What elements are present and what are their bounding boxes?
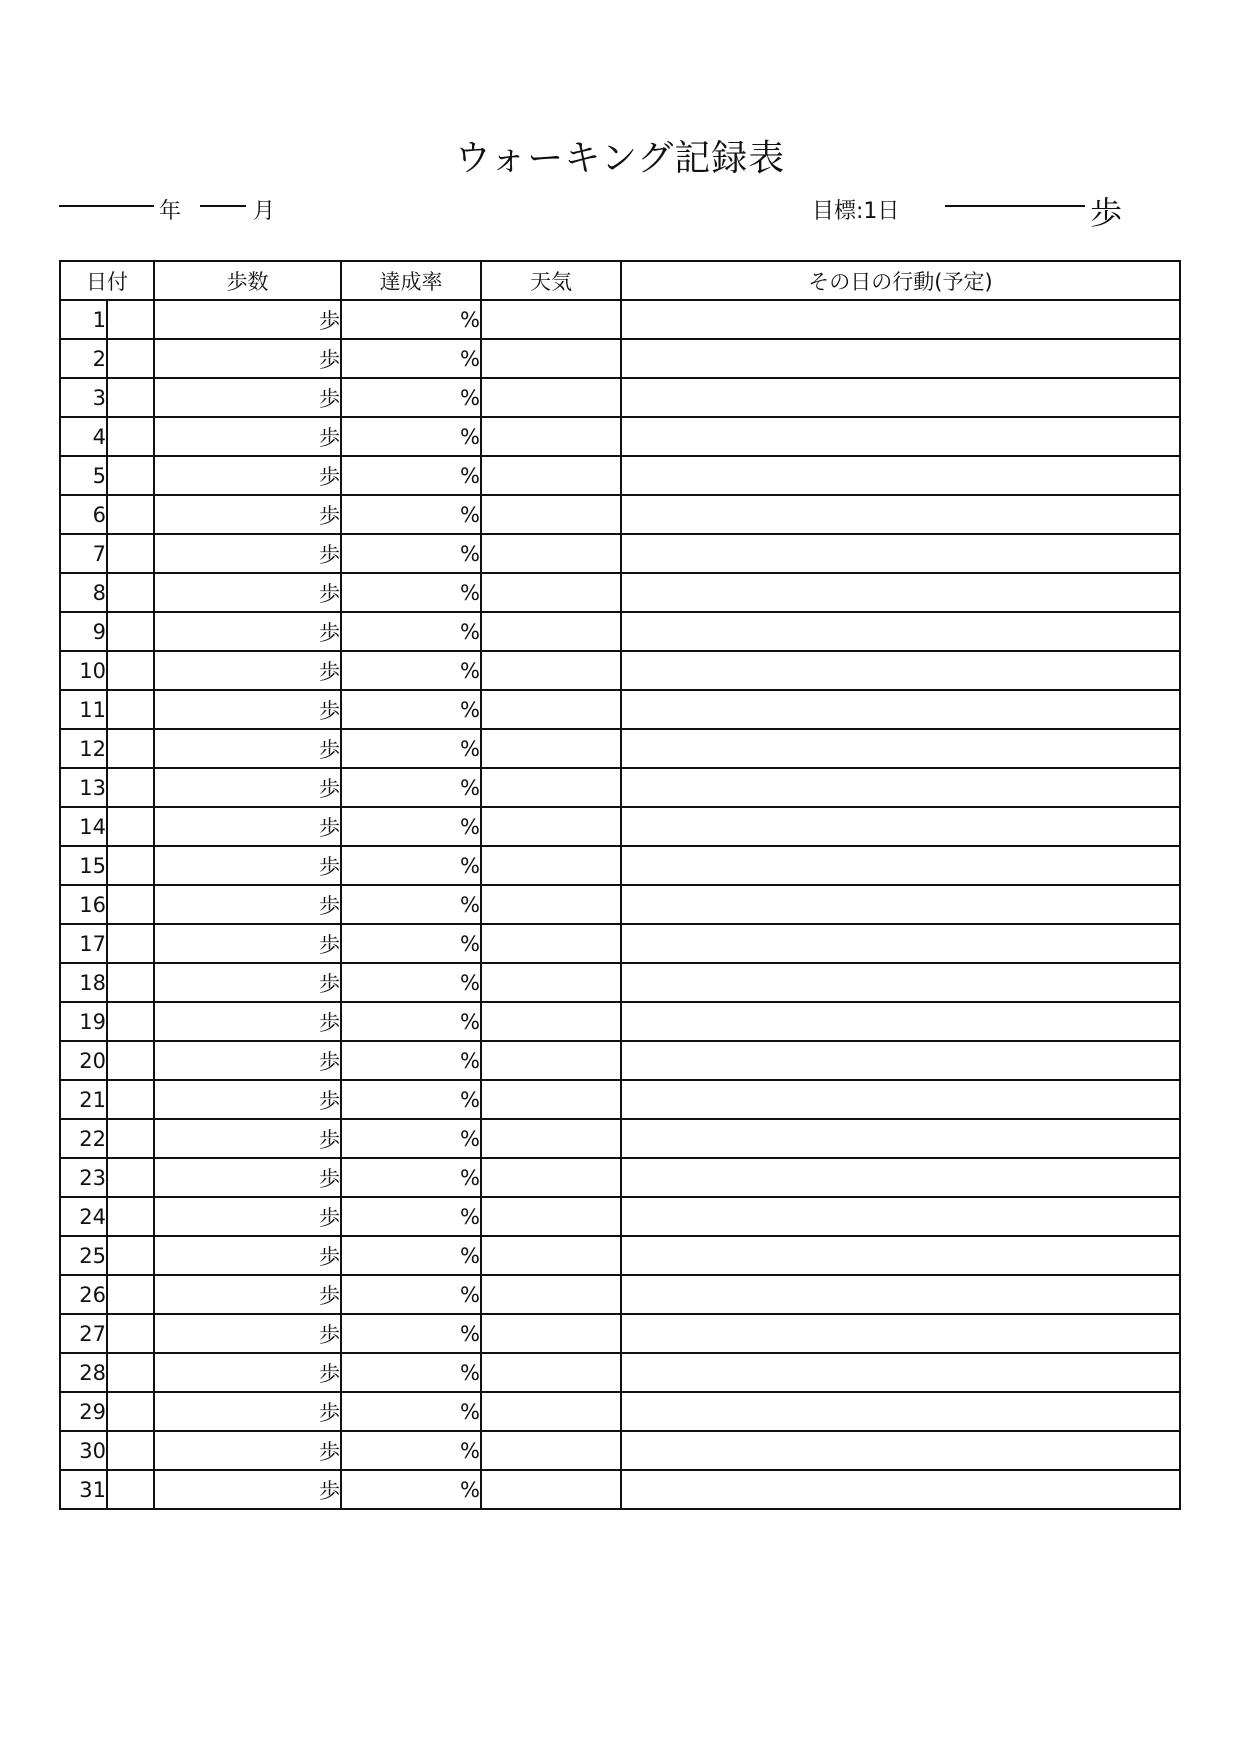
day-number: 14	[60, 807, 107, 846]
table-row	[60, 1236, 1180, 1275]
steps-cell[interactable]: 歩	[154, 1431, 341, 1470]
weather-cell[interactable]	[481, 1314, 621, 1353]
steps-cell[interactable]: 歩	[154, 1158, 341, 1197]
month-field[interactable]	[200, 205, 246, 207]
weather-cell[interactable]	[481, 495, 621, 534]
activity-cell[interactable]	[621, 1470, 1180, 1509]
table-row	[60, 573, 1180, 612]
activity-cell[interactable]	[621, 1431, 1180, 1470]
day-of-week-cell[interactable]	[107, 1158, 154, 1197]
weather-cell[interactable]	[481, 1158, 621, 1197]
table-row	[60, 1353, 1180, 1392]
table-row	[60, 378, 1180, 417]
day-of-week-cell[interactable]	[107, 1392, 154, 1431]
day-of-week-cell[interactable]	[107, 1470, 154, 1509]
table-row	[60, 1470, 1180, 1509]
table-row	[60, 300, 1180, 339]
weather-cell[interactable]	[481, 1392, 621, 1431]
day-of-week-cell[interactable]	[107, 417, 154, 456]
weather-cell[interactable]	[481, 417, 621, 456]
day-number: 23	[60, 1158, 107, 1197]
table-row	[60, 495, 1180, 534]
day-of-week-cell[interactable]	[107, 807, 154, 846]
header-activity: その日の行動(予定)	[621, 261, 1180, 300]
steps-cell[interactable]: 歩	[154, 846, 341, 885]
activity-cell[interactable]	[621, 963, 1180, 1002]
table-row	[60, 1392, 1180, 1431]
table-row	[60, 1080, 1180, 1119]
steps-cell[interactable]: 歩	[154, 1002, 341, 1041]
day-number: 11	[60, 690, 107, 729]
day-number: 19	[60, 1002, 107, 1041]
table-header-row	[60, 261, 1180, 300]
weather-cell[interactable]	[481, 1275, 621, 1314]
steps-cell[interactable]: 歩	[154, 1197, 341, 1236]
header-weather: 天気	[481, 261, 621, 300]
weather-cell[interactable]	[481, 729, 621, 768]
goal-unit: 歩	[1090, 194, 1123, 232]
weather-cell[interactable]	[481, 846, 621, 885]
activity-cell[interactable]	[621, 1158, 1180, 1197]
steps-cell[interactable]: 歩	[154, 1275, 341, 1314]
activity-cell[interactable]	[621, 768, 1180, 807]
day-number: 4	[60, 417, 107, 456]
activity-cell[interactable]	[621, 417, 1180, 456]
table-row	[60, 1431, 1180, 1470]
header-rate: 達成率	[341, 261, 481, 300]
steps-cell[interactable]: 歩	[154, 1470, 341, 1509]
rate-cell[interactable]: %	[341, 495, 481, 534]
table-row	[60, 1041, 1180, 1080]
day-number: 15	[60, 846, 107, 885]
activity-cell[interactable]	[621, 612, 1180, 651]
activity-cell[interactable]	[621, 1119, 1180, 1158]
rate-cell[interactable]: %	[341, 1236, 481, 1275]
steps-cell[interactable]: 歩	[154, 1041, 341, 1080]
rate-cell[interactable]: %	[341, 456, 481, 495]
rate-cell[interactable]: %	[341, 1392, 481, 1431]
day-of-week-cell[interactable]	[107, 1197, 154, 1236]
day-of-week-cell[interactable]	[107, 963, 154, 1002]
activity-cell[interactable]	[621, 456, 1180, 495]
rate-cell[interactable]: %	[341, 1080, 481, 1119]
table-row	[60, 339, 1180, 378]
rate-cell[interactable]: %	[341, 1041, 481, 1080]
rate-cell[interactable]: %	[341, 846, 481, 885]
activity-cell[interactable]	[621, 1275, 1180, 1314]
year-label: 年	[159, 199, 182, 224]
weather-cell[interactable]	[481, 1197, 621, 1236]
day-number: 13	[60, 768, 107, 807]
rate-cell[interactable]: %	[341, 690, 481, 729]
weather-cell[interactable]	[481, 1080, 621, 1119]
table-row	[60, 846, 1180, 885]
weather-cell[interactable]	[481, 534, 621, 573]
steps-cell[interactable]: 歩	[154, 807, 341, 846]
day-of-week-cell[interactable]	[107, 846, 154, 885]
header-steps: 歩数	[154, 261, 341, 300]
activity-cell[interactable]	[621, 1197, 1180, 1236]
activity-cell[interactable]	[621, 1314, 1180, 1353]
rate-cell[interactable]: %	[341, 1119, 481, 1158]
table-row	[60, 1197, 1180, 1236]
day-number: 6	[60, 495, 107, 534]
day-number: 9	[60, 612, 107, 651]
table-row	[60, 807, 1180, 846]
day-number: 20	[60, 1041, 107, 1080]
day-of-week-cell[interactable]	[107, 1080, 154, 1119]
table-row	[60, 534, 1180, 573]
steps-cell[interactable]: 歩	[154, 534, 341, 573]
day-number: 2	[60, 339, 107, 378]
activity-cell[interactable]	[621, 1002, 1180, 1041]
activity-cell[interactable]	[621, 885, 1180, 924]
day-of-week-cell[interactable]	[107, 729, 154, 768]
weather-cell[interactable]	[481, 651, 621, 690]
activity-cell[interactable]	[621, 378, 1180, 417]
table-row	[60, 1002, 1180, 1041]
day-of-week-cell[interactable]	[107, 690, 154, 729]
activity-cell[interactable]	[621, 300, 1180, 339]
weather-cell[interactable]	[481, 1236, 621, 1275]
rate-cell[interactable]: %	[341, 1314, 481, 1353]
rate-cell[interactable]: %	[341, 963, 481, 1002]
weather-cell[interactable]	[481, 378, 621, 417]
day-of-week-cell[interactable]	[107, 378, 154, 417]
table-row	[60, 1158, 1180, 1197]
day-of-week-cell[interactable]	[107, 1041, 154, 1080]
day-of-week-cell[interactable]	[107, 1431, 154, 1470]
steps-cell[interactable]: 歩	[154, 612, 341, 651]
day-of-week-cell[interactable]	[107, 768, 154, 807]
walking-log-table	[59, 260, 1181, 1510]
day-of-week-cell[interactable]	[107, 456, 154, 495]
steps-cell[interactable]: 歩	[154, 768, 341, 807]
steps-cell[interactable]: 歩	[154, 1080, 341, 1119]
day-number: 18	[60, 963, 107, 1002]
table-row	[60, 963, 1180, 1002]
steps-cell[interactable]: 歩	[154, 1119, 341, 1158]
header-date: 日付	[60, 261, 154, 300]
rate-cell[interactable]: %	[341, 1197, 481, 1236]
activity-cell[interactable]	[621, 339, 1180, 378]
weather-cell[interactable]	[481, 963, 621, 1002]
day-of-week-cell[interactable]	[107, 534, 154, 573]
day-of-week-cell[interactable]	[107, 924, 154, 963]
table-row	[60, 885, 1180, 924]
day-of-week-cell[interactable]	[107, 651, 154, 690]
day-of-week-cell[interactable]	[107, 1353, 154, 1392]
steps-cell[interactable]: 歩	[154, 378, 341, 417]
weather-cell[interactable]	[481, 573, 621, 612]
day-of-week-cell[interactable]	[107, 612, 154, 651]
steps-cell[interactable]: 歩	[154, 300, 341, 339]
day-of-week-cell[interactable]	[107, 339, 154, 378]
day-of-week-cell[interactable]	[107, 1119, 154, 1158]
rate-cell[interactable]: %	[341, 534, 481, 573]
day-number: 30	[60, 1431, 107, 1470]
table-row	[60, 651, 1180, 690]
steps-cell[interactable]: 歩	[154, 963, 341, 1002]
table-row	[60, 417, 1180, 456]
day-number: 5	[60, 456, 107, 495]
activity-cell[interactable]	[621, 729, 1180, 768]
table-row	[60, 690, 1180, 729]
day-number: 25	[60, 1236, 107, 1275]
activity-cell[interactable]	[621, 1236, 1180, 1275]
rate-cell[interactable]: %	[341, 573, 481, 612]
day-of-week-cell[interactable]	[107, 885, 154, 924]
steps-cell[interactable]: 歩	[154, 495, 341, 534]
steps-cell[interactable]: 歩	[154, 573, 341, 612]
table-row	[60, 1275, 1180, 1314]
day-number: 17	[60, 924, 107, 963]
activity-cell[interactable]	[621, 1353, 1180, 1392]
steps-cell[interactable]: 歩	[154, 1314, 341, 1353]
table-row	[60, 729, 1180, 768]
year-field[interactable]	[59, 205, 154, 207]
day-number: 1	[60, 300, 107, 339]
rate-cell[interactable]: %	[341, 378, 481, 417]
weather-cell[interactable]	[481, 612, 621, 651]
activity-cell[interactable]	[621, 495, 1180, 534]
weather-cell[interactable]	[481, 300, 621, 339]
activity-cell[interactable]	[621, 807, 1180, 846]
weather-cell[interactable]	[481, 1470, 621, 1509]
month-label: 月	[253, 199, 276, 224]
rate-cell[interactable]: %	[341, 1158, 481, 1197]
day-of-week-cell[interactable]	[107, 1002, 154, 1041]
day-number: 7	[60, 534, 107, 573]
rate-cell[interactable]: %	[341, 1353, 481, 1392]
steps-cell[interactable]: 歩	[154, 339, 341, 378]
rate-cell[interactable]: %	[341, 807, 481, 846]
weather-cell[interactable]	[481, 1353, 621, 1392]
day-of-week-cell[interactable]	[107, 300, 154, 339]
rate-cell[interactable]: %	[341, 1431, 481, 1470]
day-number: 22	[60, 1119, 107, 1158]
steps-cell[interactable]: 歩	[154, 456, 341, 495]
day-number: 10	[60, 651, 107, 690]
day-number: 8	[60, 573, 107, 612]
rate-cell[interactable]: %	[341, 729, 481, 768]
goal-field[interactable]	[945, 205, 1085, 207]
activity-cell[interactable]	[621, 1392, 1180, 1431]
weather-cell[interactable]	[481, 690, 621, 729]
goal-label: 目標:1日	[812, 199, 900, 224]
weather-cell[interactable]	[481, 1431, 621, 1470]
activity-cell[interactable]	[621, 573, 1180, 612]
day-number: 24	[60, 1197, 107, 1236]
activity-cell[interactable]	[621, 651, 1180, 690]
steps-cell[interactable]: 歩	[154, 690, 341, 729]
weather-cell[interactable]	[481, 807, 621, 846]
day-number: 31	[60, 1470, 107, 1509]
day-of-week-cell[interactable]	[107, 1275, 154, 1314]
steps-cell[interactable]: 歩	[154, 885, 341, 924]
weather-cell[interactable]	[481, 456, 621, 495]
rate-cell[interactable]: %	[341, 768, 481, 807]
rate-cell[interactable]: %	[341, 1002, 481, 1041]
table-row	[60, 1119, 1180, 1158]
steps-cell[interactable]: 歩	[154, 729, 341, 768]
day-number: 3	[60, 378, 107, 417]
table-row	[60, 924, 1180, 963]
steps-cell[interactable]: 歩	[154, 417, 341, 456]
weather-cell[interactable]	[481, 1002, 621, 1041]
day-of-week-cell[interactable]	[107, 1236, 154, 1275]
day-number: 27	[60, 1314, 107, 1353]
day-of-week-cell[interactable]	[107, 573, 154, 612]
weather-cell[interactable]	[481, 768, 621, 807]
activity-cell[interactable]	[621, 846, 1180, 885]
rate-cell[interactable]: %	[341, 339, 481, 378]
rate-cell[interactable]: %	[341, 300, 481, 339]
day-number: 26	[60, 1275, 107, 1314]
weather-cell[interactable]	[481, 339, 621, 378]
activity-cell[interactable]	[621, 1041, 1180, 1080]
day-of-week-cell[interactable]	[107, 495, 154, 534]
table-row	[60, 768, 1180, 807]
rate-cell[interactable]: %	[341, 651, 481, 690]
weather-cell[interactable]	[481, 1119, 621, 1158]
weather-cell[interactable]	[481, 885, 621, 924]
weather-cell[interactable]	[481, 924, 621, 963]
rate-cell[interactable]: %	[341, 885, 481, 924]
table-row	[60, 456, 1180, 495]
steps-cell[interactable]: 歩	[154, 1392, 341, 1431]
day-number: 21	[60, 1080, 107, 1119]
page-title: ウォーキング記録表	[454, 138, 786, 179]
rate-cell[interactable]: %	[341, 1275, 481, 1314]
table-row	[60, 1314, 1180, 1353]
steps-cell[interactable]: 歩	[154, 924, 341, 963]
day-number: 16	[60, 885, 107, 924]
day-number: 12	[60, 729, 107, 768]
steps-cell[interactable]: 歩	[154, 1236, 341, 1275]
rate-cell[interactable]: %	[341, 612, 481, 651]
steps-cell[interactable]: 歩	[154, 651, 341, 690]
activity-cell[interactable]	[621, 690, 1180, 729]
activity-cell[interactable]	[621, 534, 1180, 573]
table-row	[60, 612, 1180, 651]
activity-cell[interactable]	[621, 1080, 1180, 1119]
day-number: 28	[60, 1353, 107, 1392]
weather-cell[interactable]	[481, 1041, 621, 1080]
activity-cell[interactable]	[621, 924, 1180, 963]
steps-cell[interactable]: 歩	[154, 1353, 341, 1392]
rate-cell[interactable]: %	[341, 924, 481, 963]
rate-cell[interactable]: %	[341, 417, 481, 456]
rate-cell[interactable]: %	[341, 1470, 481, 1509]
day-number: 29	[60, 1392, 107, 1431]
day-of-week-cell[interactable]	[107, 1314, 154, 1353]
